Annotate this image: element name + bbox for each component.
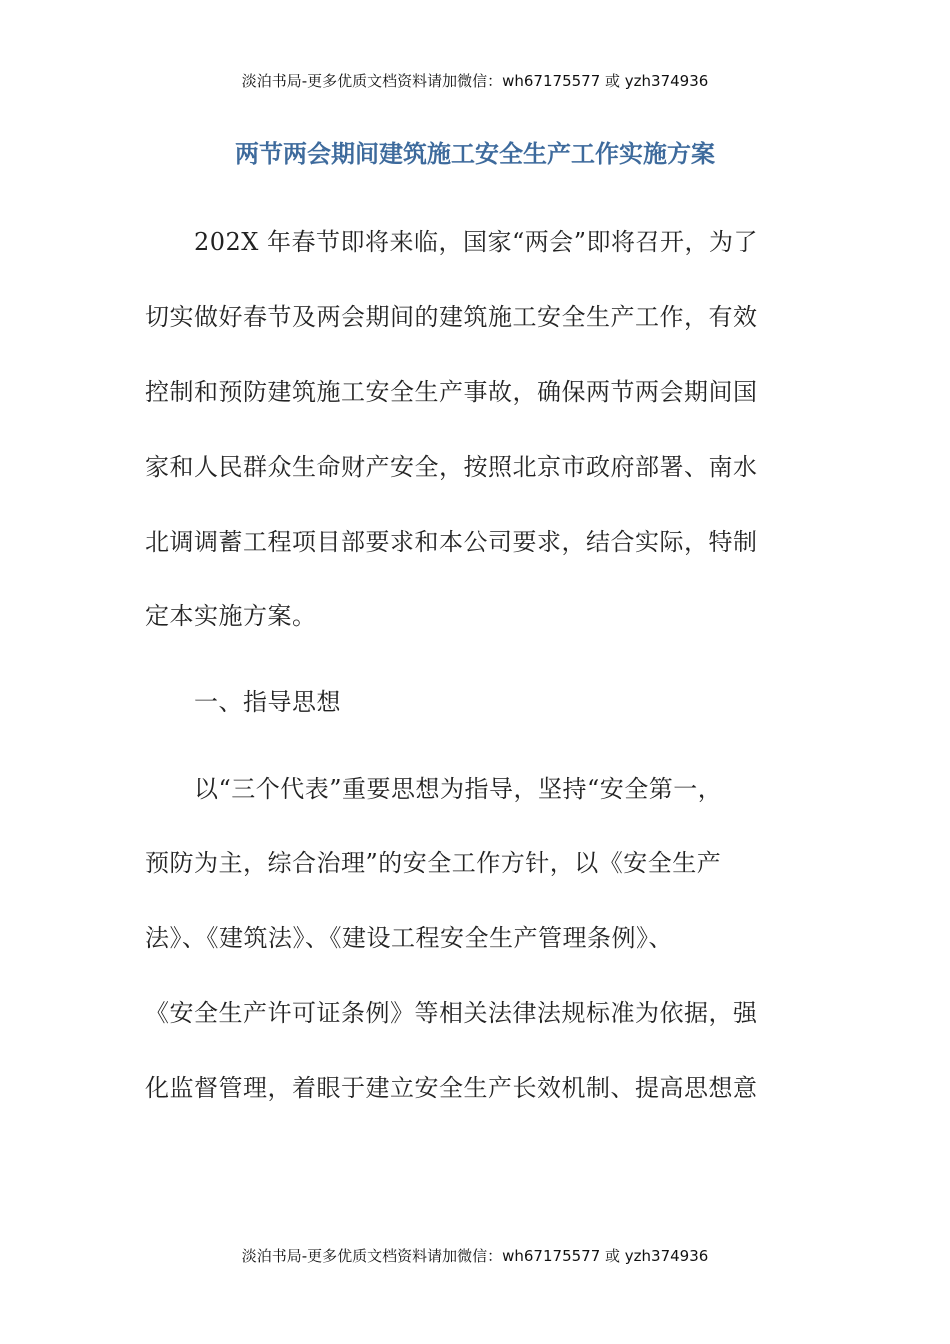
body-line: 以“三个代表”重要思想为指导，坚持“安全第一， — [145, 775, 723, 803]
body-line: 北调调蓄工程项目部要求和本公司要求，结合实际，特制 — [145, 528, 758, 556]
body-line: 控制和预防建筑施工安全生产事故，确保两节两会期间国 — [145, 378, 758, 406]
page-header: 淡泊书局-更多优质文档资料请加微信：wh67175577 或 yzh374936 — [241, 72, 709, 90]
body-line: 定本实施方案。 — [145, 602, 317, 630]
body-line: 化监督管理，着眼于建立安全生产长效机制、提高思想意 — [145, 1074, 758, 1102]
body-line: 《安全生产许可证条例》等相关法律法规标准为依据，强 — [145, 999, 758, 1027]
document-title: 两节两会期间建筑施工安全生产工作实施方案 — [235, 140, 715, 168]
body-line: 家和人民群众生命财产安全，按照北京市政府部署、南水 — [145, 453, 758, 481]
body-line: 202X 年春节即将来临，国家“两会”即将召开，为了 — [145, 228, 759, 256]
body-line: 法》、《建筑法》、《建设工程安全生产管理条例》、 — [145, 924, 673, 952]
section-heading: 一、指导思想 — [145, 688, 341, 716]
body-line: 切实做好春节及两会期间的建筑施工安全生产工作，有效 — [145, 303, 758, 331]
page-footer: 淡泊书局-更多优质文档资料请加微信：wh67175577 或 yzh374936 — [241, 1247, 709, 1265]
body-line: 预防为主，综合治理”的安全工作方针，以《安全生产 — [145, 849, 722, 877]
